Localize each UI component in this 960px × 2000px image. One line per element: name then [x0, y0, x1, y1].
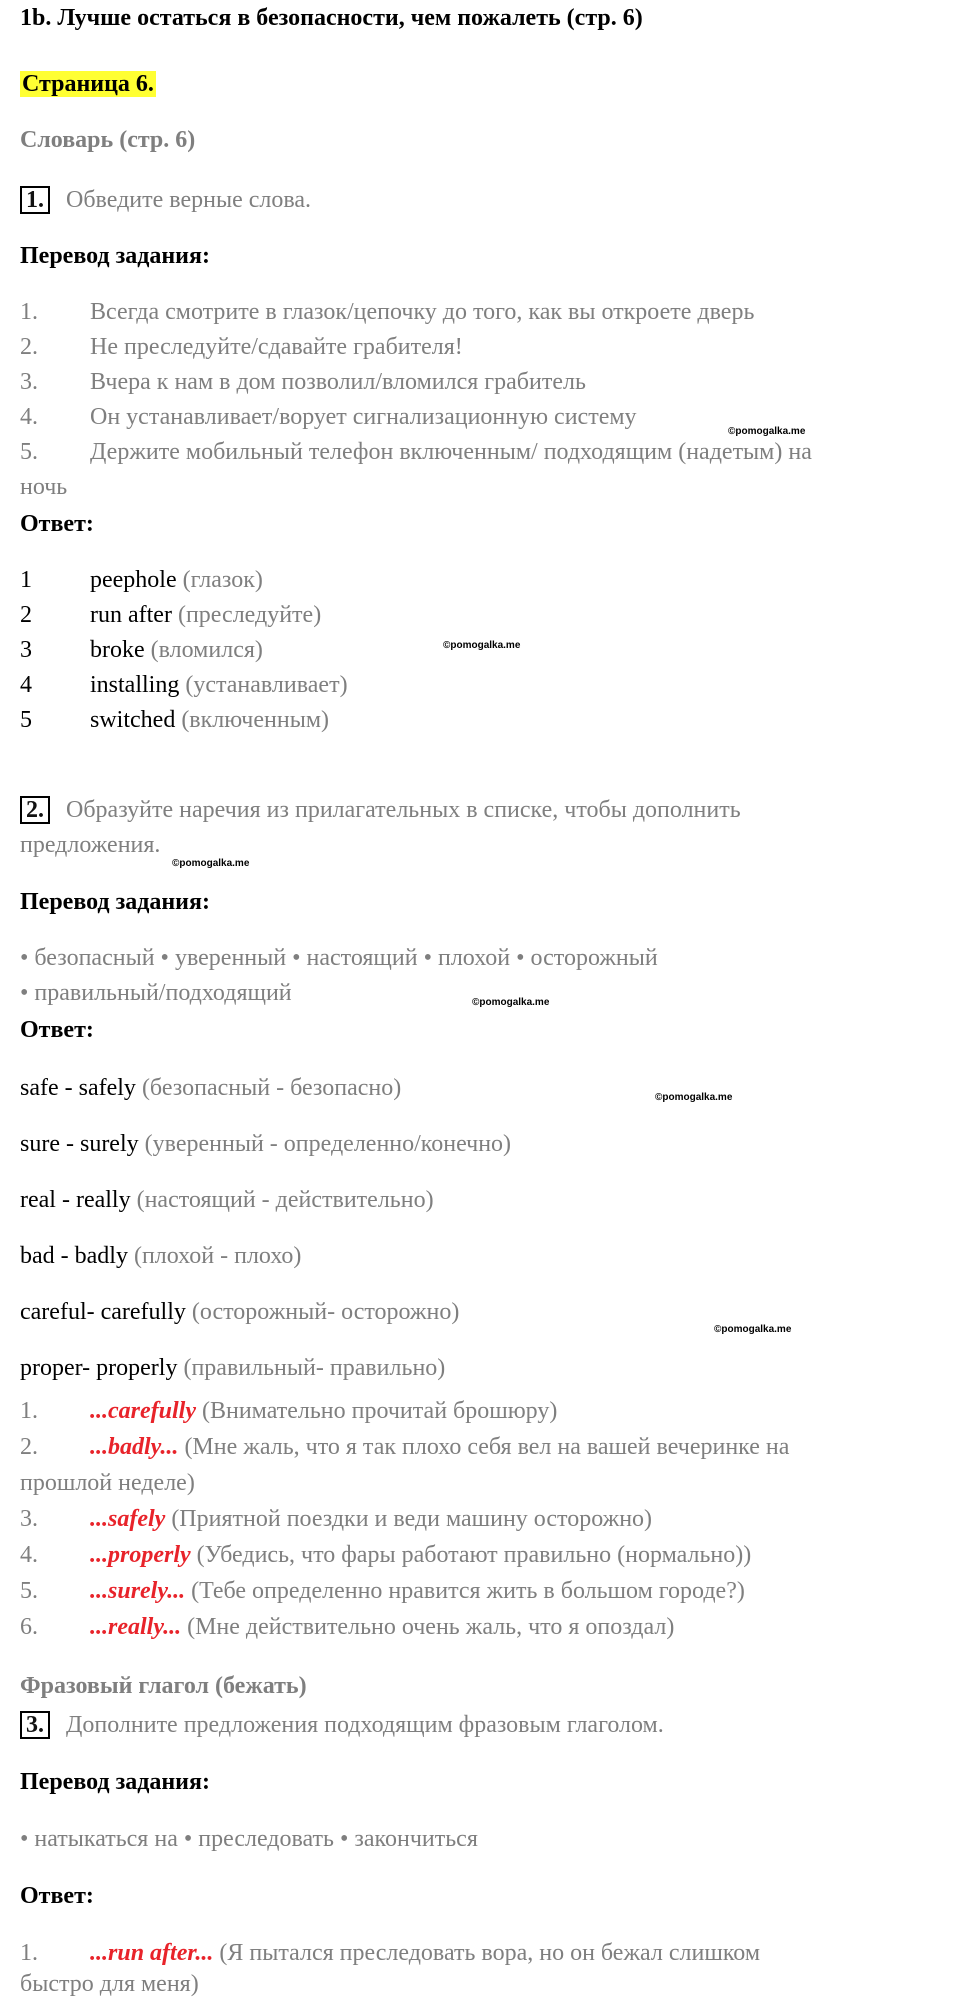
ex3-instruction-line: [20, 1711, 664, 1739]
ex1-item-4-text: Он устанавливает/ворует сигнализационную систему: [90, 404, 637, 430]
ex1-answer-5: [20, 706, 329, 734]
ex3-sentence-1-answer: ...run after...: [90, 1940, 214, 1966]
ex2-pair-1-ru: (безопасный - безопасно): [135, 1075, 402, 1101]
watermark: ©pomogalka.me: [655, 1092, 733, 1103]
ex2-pair-4: [20, 1242, 301, 1270]
document-title: 1b. Лучше остаться в безопасности, чем пожалеть (стр. 6): [20, 5, 643, 31]
ex2-sentence-4-answer: ...properly: [90, 1542, 191, 1568]
ex1-item-1-num: 1.: [20, 299, 38, 325]
ex1-answer-5-ru: (включенным): [175, 707, 330, 733]
ex2-sentence-2-ru: (Мне жаль, что я так плохо себя вел на вашей вечеринке на: [178, 1434, 790, 1460]
ex1-answer-2: [20, 601, 321, 629]
ex3-sentence-1: [20, 1939, 760, 1967]
ex3-sentence-1-num: 1.: [20, 1940, 38, 1966]
ex2-sentence-2-answer: ...badly...: [90, 1434, 179, 1460]
ex1-item-5: [20, 438, 812, 466]
page-label: [20, 70, 156, 98]
watermark: ©pomogalka.me: [728, 426, 806, 437]
watermark: ©pomogalka.me: [172, 858, 250, 869]
ex1-answer-1-en: peephole: [90, 567, 177, 593]
ex1-number-box: 1.: [20, 186, 50, 214]
ex2-sentence-4: [20, 1541, 751, 1569]
ex1-answer-4-en: installing: [90, 672, 180, 698]
ex1-item-3-text: Вчера к нам в дом позволил/вломился грабитель: [90, 369, 586, 395]
ex1-instruction-line: [20, 186, 311, 214]
ex2-sentence-6-num: 6.: [20, 1614, 38, 1640]
ex2-list-line2: • правильный/подходящий: [20, 980, 292, 1006]
ex2-pair-6: [20, 1354, 445, 1382]
ex1-answer-4-ru: (устанавливает): [179, 672, 348, 698]
ex1-answer-4: [20, 671, 348, 699]
ex1-item-3-num: 3.: [20, 369, 38, 395]
ex2-instruction-line2: предложения.: [20, 832, 161, 858]
ex2-sentence-2-cont: прошлой неделе): [20, 1470, 195, 1496]
ex1-answer-3-num: 3: [20, 637, 32, 663]
ex2-sentence-2-num: 2.: [20, 1434, 38, 1460]
ex2-sentence-6-answer: ...really...: [90, 1614, 182, 1640]
ex2-pair-4-en: bad - badly: [20, 1243, 128, 1269]
ex2-translation-heading: Перевод задания:: [20, 889, 210, 915]
ex1-answer-3: [20, 636, 263, 664]
ex1-answer-4-num: 4: [20, 672, 32, 698]
ex2-sentence-6: [20, 1613, 674, 1641]
ex1-item-2-num: 2.: [20, 334, 38, 360]
ex2-sentence-3-num: 3.: [20, 1506, 38, 1532]
ex1-item-4: [20, 403, 637, 431]
ex1-answer-heading: Ответ:: [20, 511, 94, 537]
ex1-answer-3-en: broke: [90, 637, 145, 663]
ex2-pair-4-ru: (плохой - плохо): [127, 1243, 302, 1269]
ex2-pair-5-en: careful- carefully: [20, 1299, 186, 1325]
ex3-translation-heading: Перевод задания:: [20, 1769, 210, 1795]
ex1-translation-heading: Перевод задания:: [20, 243, 210, 269]
ex2-pair-5-ru: (осторожный- осторожно): [185, 1299, 460, 1325]
watermark: ©pomogalka.me: [714, 1324, 792, 1335]
ex2-number-box: 2.: [20, 796, 50, 824]
ex2-pair-6-ru: (правильный- правильно): [177, 1355, 446, 1381]
vocab-heading: Словарь (стр. 6): [20, 127, 196, 153]
ex2-pair-3-en: real - really: [20, 1187, 131, 1213]
ex2-instruction-line1: [20, 796, 741, 824]
ex2-pair-3: [20, 1186, 434, 1214]
ex2-pair-1-en: safe - safely: [20, 1075, 136, 1101]
ex2-sentence-3: [20, 1505, 652, 1533]
ex2-sentence-4-num: 4.: [20, 1542, 38, 1568]
ex1-answer-5-num: 5: [20, 707, 32, 733]
phrasal-heading: Фразовый глагол (бежать): [20, 1673, 307, 1699]
ex2-sentence-5-num: 5.: [20, 1578, 38, 1604]
ex1-item-4-num: 4.: [20, 404, 38, 430]
watermark: ©pomogalka.me: [443, 640, 521, 651]
ex2-sentence-1-answer: ...carefully: [90, 1398, 196, 1424]
ex2-pair-6-en: proper- properly: [20, 1355, 178, 1381]
page-label-highlight: Страница 6.: [22, 71, 154, 97]
ex1-item-1: [20, 298, 754, 326]
ex2-pair-2-ru: (уверенный - определенно/конечно): [138, 1131, 512, 1157]
ex2-list-line1: • безопасный • уверенный • настоящий • плохой • осторожный: [20, 945, 658, 971]
ex3-answer-heading: Ответ:: [20, 1883, 94, 1909]
ex1-answer-1-num: 1: [20, 567, 32, 593]
ex1-answer-1: [20, 566, 263, 594]
ex2-sentence-1: [20, 1397, 557, 1425]
ex3-list: • натыкаться на • преследовать • закончиться: [20, 1826, 478, 1852]
ex1-answer-2-en: run after: [90, 602, 172, 628]
ex2-answer-heading: Ответ:: [20, 1017, 94, 1043]
ex1-answer-2-num: 2: [20, 602, 32, 628]
ex1-item-2: [20, 333, 463, 361]
ex3-number-box: 3.: [20, 1711, 50, 1739]
ex1-answer-5-en: switched: [90, 707, 176, 733]
ex2-pair-3-ru: (настоящий - действительно): [130, 1187, 434, 1213]
ex2-pair-2-en: sure - surely: [20, 1131, 139, 1157]
ex2-sentence-3-ru: (Приятной поездки и веди машину осторожно): [165, 1506, 653, 1532]
ex2-pair-5: [20, 1298, 459, 1326]
ex2-sentence-4-ru: (Убедись, что фары работают правильно (нормально)): [190, 1542, 752, 1568]
ex2-sentence-5-answer: ...surely...: [90, 1578, 186, 1604]
ex1-item-2-text: Не преследуйте/сдавайте грабителя!: [90, 334, 463, 360]
ex2-sentence-1-num: 1.: [20, 1398, 38, 1424]
ex2-sentence-3-answer: ...safely: [90, 1506, 166, 1532]
ex1-item-5-text: Держите мобильный телефон включенным/ подходящим (надетым) на: [90, 439, 812, 465]
ex2-sentence-6-ru: (Мне действительно очень жаль, что я опоздал): [181, 1614, 675, 1640]
ex3-sentence-1-ru: (Я пытался преследовать вора, но он бежал слишком: [213, 1940, 761, 1966]
watermark: ©pomogalka.me: [472, 997, 550, 1008]
ex2-pair-1: [20, 1074, 401, 1102]
ex1-item-3: [20, 368, 586, 396]
ex1-answer-1-ru: (глазок): [176, 567, 263, 593]
ex2-sentence-5: [20, 1577, 745, 1605]
ex2-sentence-5-ru: (Тебе определенно нравится жить в большом городе?): [185, 1578, 745, 1604]
ex3-sentence-1-cont: быстро для меня): [20, 1971, 199, 1997]
ex2-sentence-1-ru: (Внимательно прочитай брошюру): [195, 1398, 558, 1424]
ex2-pair-2: [20, 1130, 511, 1158]
ex1-answer-2-ru: (преследуйте): [171, 602, 322, 628]
ex1-item-5-num: 5.: [20, 439, 38, 465]
ex1-item-5-cont: ночь: [20, 474, 68, 500]
ex1-item-1-text: Всегда смотрите в глазок/цепочку до того, как вы откроете дверь: [90, 299, 755, 325]
ex3-instruction: Дополните предложения подходящим фразовым глаголом.: [66, 1712, 664, 1738]
ex1-instruction: Обведите верные слова.: [66, 187, 312, 213]
ex2-instruction-1: Образуйте наречия из прилагательных в списке, чтобы дополнить: [66, 797, 741, 823]
ex2-sentence-2: [20, 1433, 789, 1461]
ex1-answer-3-ru: (вломился): [144, 637, 263, 663]
